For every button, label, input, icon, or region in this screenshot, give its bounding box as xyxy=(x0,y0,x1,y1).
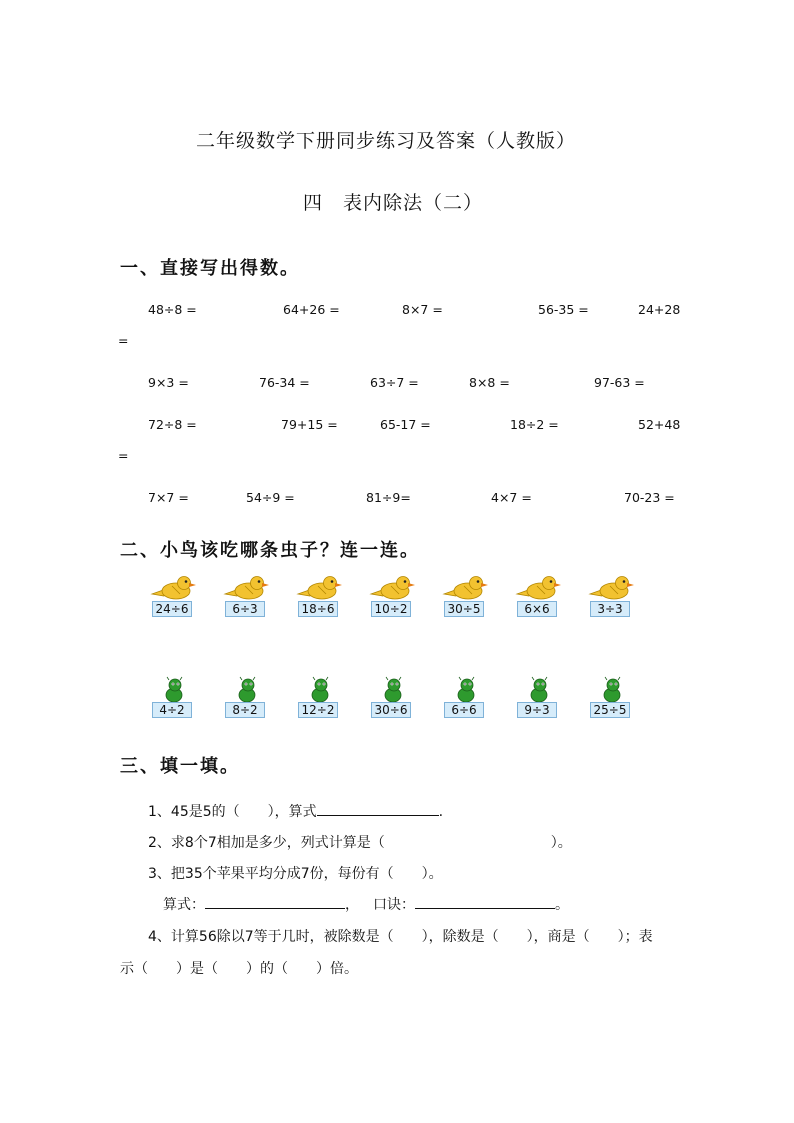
bird-expression: 6÷3 xyxy=(225,601,265,617)
worm-card[interactable] xyxy=(223,675,273,721)
bird-card[interactable] xyxy=(515,574,565,620)
fill-question-3-answer xyxy=(163,894,569,914)
worm-card[interactable] xyxy=(515,675,565,721)
bird-card[interactable] xyxy=(442,574,492,620)
q3-end: 。 xyxy=(555,897,569,913)
calc-item: 64+26 = xyxy=(283,302,340,317)
worm-card[interactable] xyxy=(369,675,419,721)
calc-item: 79+15 = xyxy=(281,417,338,432)
calc-item: 54÷9 = xyxy=(246,490,295,505)
calc-item: 24+28 xyxy=(638,302,681,317)
q1-text: 1、45是5的（ ），算式 xyxy=(148,804,317,820)
calc-item: 9×3 = xyxy=(148,375,189,390)
worm-expression: 4÷2 xyxy=(152,702,192,718)
calc-item: 4×7 = xyxy=(491,490,532,505)
calc-item: 48÷8 = xyxy=(148,302,197,317)
q2-text: 2、求8个7相加是多少，列式计算是（ xyxy=(148,835,385,851)
worm-expression: 6÷6 xyxy=(444,702,484,718)
section-3-heading: 三、填一填。 xyxy=(120,756,240,777)
worm-expression: 30÷6 xyxy=(371,702,411,718)
worm-expression: 9÷3 xyxy=(517,702,557,718)
worm-expression: 25÷5 xyxy=(590,702,630,718)
q3-rhyme-blank[interactable] xyxy=(415,894,555,909)
section-2-heading: 二、小鸟该吃哪条虫子？连一连。 xyxy=(120,540,420,561)
bird-card[interactable] xyxy=(588,574,638,620)
bird-expression: 30÷5 xyxy=(444,601,484,617)
q1-period: . xyxy=(438,804,444,820)
unit-subtitle: 四 表内除法（二） xyxy=(303,192,484,214)
fill-question-2 xyxy=(148,832,572,852)
bird-card[interactable] xyxy=(150,574,200,620)
q3-rhyme-label: 口诀： xyxy=(373,897,415,913)
calc-item: 76-34 = xyxy=(259,375,310,390)
q3-formula-label: 算式： xyxy=(163,897,205,913)
calc-item: 18÷2 = xyxy=(510,417,559,432)
worm-expression: 12÷2 xyxy=(298,702,338,718)
bird-expression: 18÷6 xyxy=(298,601,338,617)
worm-expression: 8÷2 xyxy=(225,702,265,718)
bird-expression: 6×6 xyxy=(517,601,557,617)
q1-answer-blank[interactable] xyxy=(317,801,439,816)
bird-expression: 24÷6 xyxy=(152,601,192,617)
worm-card[interactable] xyxy=(150,675,200,721)
bird-card[interactable] xyxy=(223,574,273,620)
calc-item: 56-35 = xyxy=(538,302,589,317)
calc-item: 72÷8 = xyxy=(148,417,197,432)
worm-card[interactable] xyxy=(588,675,638,721)
worm-card[interactable] xyxy=(442,675,492,721)
calc-item: 8×7 = xyxy=(402,302,443,317)
fill-question-4-cont: 示（ ）是（ ）的（ ）倍。 xyxy=(120,961,358,977)
q2-end: ）。 xyxy=(550,835,572,851)
page-title: 二年级数学下册同步练习及答案（人教版） xyxy=(196,130,577,152)
fill-question-1 xyxy=(148,801,443,821)
fill-question-4: 4、计算56除以7等于几时，被除数是（ ），除数是（ ），商是（ ）；表 xyxy=(148,929,653,945)
calc-item: 97-63 = xyxy=(594,375,645,390)
bird-card[interactable] xyxy=(369,574,419,620)
calc-item: 7×7 = xyxy=(148,490,189,505)
fill-question-3: 3、把35个苹果平均分成7份，每份有（ ）。 xyxy=(148,866,443,882)
calc-item: 81÷9= xyxy=(366,490,411,505)
calc-item: 63÷7 = xyxy=(370,375,419,390)
bird-card[interactable] xyxy=(296,574,346,620)
calc-wrap: = xyxy=(118,448,129,463)
calc-item: 52+48 xyxy=(638,417,681,432)
q3-formula-blank[interactable] xyxy=(205,894,345,909)
calc-item: 65-17 = xyxy=(380,417,431,432)
calc-wrap: = xyxy=(118,333,129,348)
calc-item: 8×8 = xyxy=(469,375,510,390)
q3-comma: ， xyxy=(345,897,359,913)
bird-expression: 3÷3 xyxy=(590,601,630,617)
section-1-heading: 一、直接写出得数。 xyxy=(120,258,300,279)
worm-card[interactable] xyxy=(296,675,346,721)
bird-expression: 10÷2 xyxy=(371,601,411,617)
calc-item: 70-23 = xyxy=(624,490,675,505)
